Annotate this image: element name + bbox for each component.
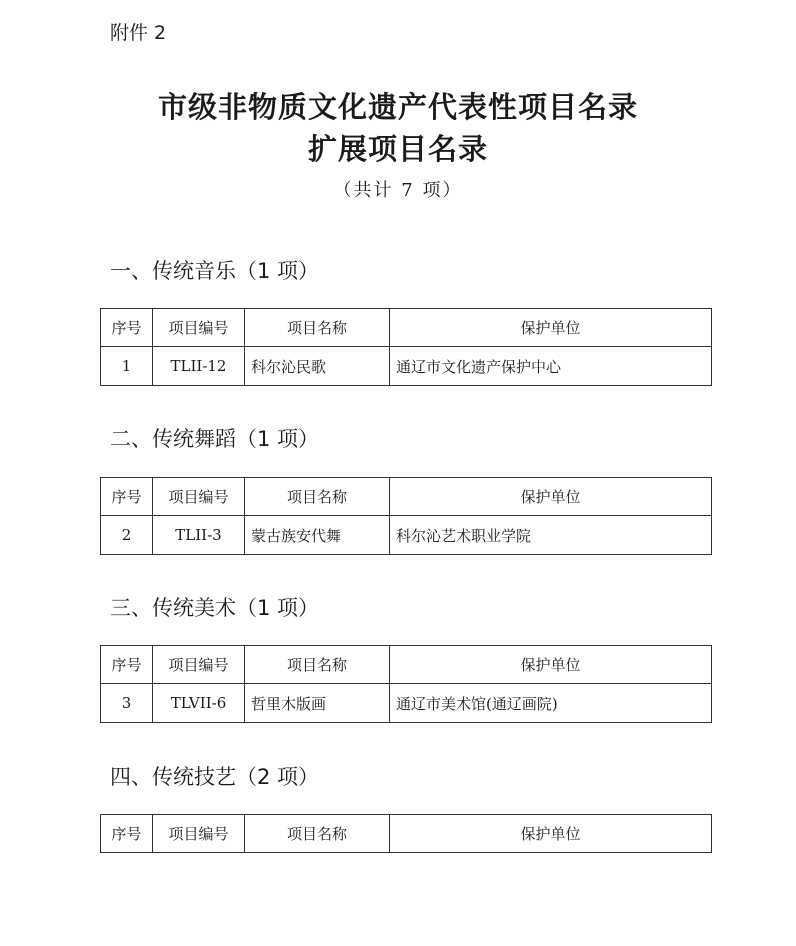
header-code: 项目编号 <box>153 646 245 684</box>
header-num: 序号 <box>101 815 153 853</box>
table-header-row <box>101 309 712 347</box>
header-name: 项目名称 <box>245 646 390 684</box>
header-name: 项目名称 <box>245 478 390 516</box>
cell-code: TLII-12 <box>153 347 245 386</box>
cell-name: 哲里木版画 <box>245 684 390 723</box>
table-row <box>101 516 712 555</box>
cell-code: TLII-3 <box>153 516 245 555</box>
table-header-row <box>101 815 712 853</box>
cell-name: 科尔沁民歌 <box>245 347 390 386</box>
header-code: 项目编号 <box>153 815 245 853</box>
cell-num: 2 <box>101 516 153 555</box>
header-num: 序号 <box>101 646 153 684</box>
header-num: 序号 <box>101 478 153 516</box>
header-name: 项目名称 <box>245 815 390 853</box>
header-name: 项目名称 <box>245 309 390 347</box>
cell-num: 1 <box>101 347 153 386</box>
table-art <box>100 645 712 723</box>
header-unit: 保护单位 <box>390 815 712 853</box>
header-code: 项目编号 <box>153 309 245 347</box>
cell-code: TLVII-6 <box>153 684 245 723</box>
document-subtitle: （共计 7 项） <box>333 180 463 201</box>
table-header-row <box>101 646 712 684</box>
header-code: 项目编号 <box>153 478 245 516</box>
cell-name: 蒙古族安代舞 <box>245 516 390 555</box>
header-num: 序号 <box>101 309 153 347</box>
section-title-music: 一、传统音乐（1 项） <box>110 259 320 283</box>
table-header-row <box>101 478 712 516</box>
table-dance <box>100 477 712 555</box>
attachment-label: 附件 2 <box>110 22 167 44</box>
table-craft <box>100 814 712 853</box>
section-title-dance: 二、传统舞蹈（1 项） <box>110 427 320 451</box>
header-unit: 保护单位 <box>390 309 712 347</box>
cell-num: 3 <box>101 684 153 723</box>
document-title-line1: 市级非物质文化遗产代表性项目名录 <box>157 90 638 124</box>
table-row <box>101 347 712 386</box>
table-row <box>101 684 712 723</box>
section-title-craft: 四、传统技艺（2 项） <box>110 765 320 789</box>
cell-unit: 通辽市文化遗产保护中心 <box>390 347 712 386</box>
table-music <box>100 308 712 386</box>
cell-unit: 科尔沁艺术职业学院 <box>390 516 712 555</box>
cell-unit: 通辽市美术馆(通辽画院) <box>390 684 712 723</box>
document-title-line2: 扩展项目名录 <box>307 132 488 166</box>
header-unit: 保护单位 <box>390 646 712 684</box>
header-unit: 保护单位 <box>390 478 712 516</box>
section-title-art: 三、传统美术（1 项） <box>110 596 320 620</box>
